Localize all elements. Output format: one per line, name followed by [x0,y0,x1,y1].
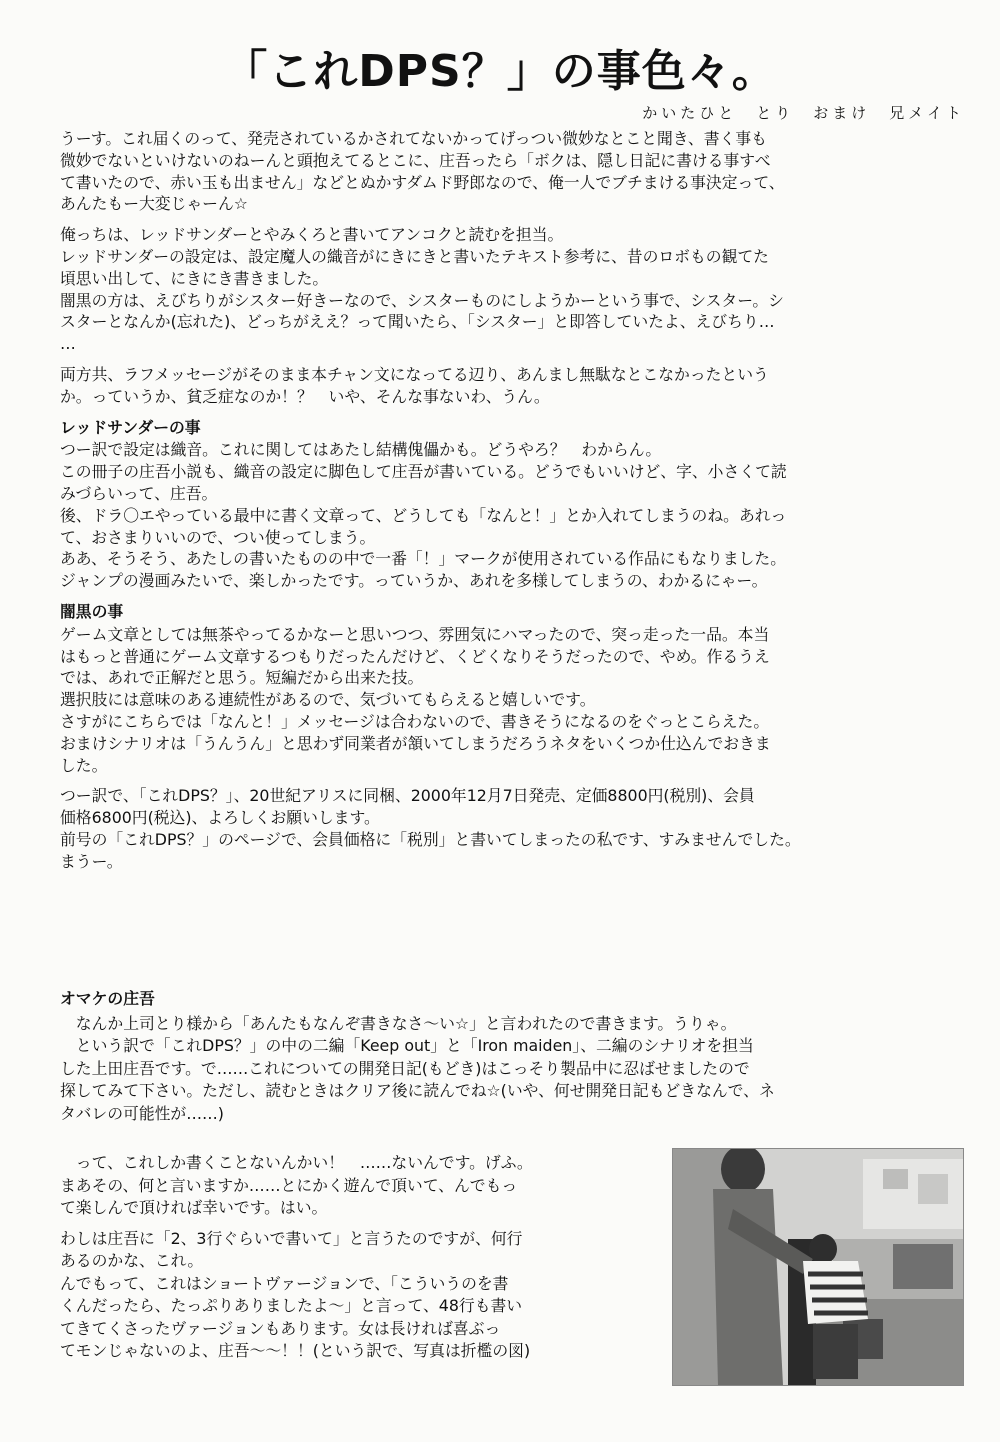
text-line: わしは庄吾に「2、3行ぐらいで書いて」と言うたのですが、何行 [60,1228,523,1248]
text-line: うーす。これ届くのって、発売されているかされてないかってげっつい微妙なとこと聞き、書く事も [60,129,767,148]
text-line: つー訳で設定は織音。これに関してはあたし結構傀儡かも。どうやろ？ わからん。 [60,440,662,460]
text-line: 微妙でないといけないのねーんと頭抱えてるとこに、庄吾ったら「ボクは、隠し日記に書ける事すべ [60,150,771,170]
byline: かいたひと とり おまけ 兄メイト [642,104,965,122]
text-line: くんだったら、たっぷりありましたよ～」と言って、48行も書い [60,1296,523,1315]
text-line: ああ、そうそう、あたしの書いたものの中で一番「！」マークが使用されている作品にもなりました。 [60,549,787,569]
text-line: 闇黒の方は、えびちりがシスター好きーなので、シスターものにしようかーという事で、シスター。シ [60,290,784,310]
text-line: みづらいって、庄吾。 [60,483,218,503]
closing-paragraph-1 [60,1152,660,1220]
text-line: では、あれで正解だと思う。短編だから出来た技。 [60,668,424,688]
text-line: って、これしか書くことないんかい！ ……ないんです。げふ。 [75,1153,533,1172]
text-line: おまけシナリオは「うんうん」と思わず同業者が頷いてしまうだろうネタをいくつか仕込んでおきま [60,733,771,753]
text-line: した上田庄吾です。で……これについての開発日記(もどき)はこっそり製品中に忍ばせましたので [60,1058,750,1078]
text-line: 俺っちは、レッドサンダーとやみくろと書いてアンコクと読むを担当。 [60,225,564,245]
section-heading-ankoku: 闇黒の事 [60,601,124,621]
text-line: さすがにこちらでは「なんと！」メッセージは合わないので、書きそうになるのをぐっとこらえた。 [60,711,770,731]
text-line: スターとなんか(忘れた)、どっちがええ？って聞いたら、「シスター」と即答していたよ、えびちり… [60,312,775,332]
omake-text [60,1013,965,1126]
paragraph-release-info [60,785,965,872]
text-line: てモンじゃないのよ、庄吾～～！！(という訳で、写真は折檻の図) [60,1341,531,1360]
text-line: てきてくさったヴァージョンもあります。女は長ければ喜ぶっ [60,1318,501,1338]
text-line: ゲーム文章としては無茶やってるかなーと思いつつ、雰囲気にハマったので、突っ走った一品。本当 [60,624,770,644]
text-line: という訳で「これDPS？」の中の二編「Keep out」と「Iron maiden」、二編のシナリオを担当 [75,1036,754,1055]
text-line: この冊子の庄吾小説も、織音の設定に脚色して庄吾が書いている。どうでもいいけど、字、小さくて読 [60,462,787,482]
page-title: 「これDPS？」の事色々。 [223,46,777,97]
text-line: あるのかな、これ。 [60,1251,204,1270]
omake-section [60,988,965,1125]
text-line: んでもって、これはショートヴァージョンで、「こういうのを書 [60,1273,509,1293]
text-line: つー訳で、「これDPS？」、20世紀アリスに同梱、2000年12月7日発売、定価8800円(税別)、会員 [60,786,755,806]
section-heading-omake: オマケの庄吾 [60,989,155,1008]
office-photo [672,1148,964,1386]
text-line: まうー。 [60,851,123,871]
paragraph-intro [60,128,965,215]
closing-paragraph-2 [60,1228,660,1363]
text-line: あんたもー大変じゃーん☆ [60,194,248,214]
text-line: 前号の「これDPS？」のページで、会員価格に「税別」と書いてしまったの私です、すみませんでした。 [60,829,801,849]
text-line: 価格6800円(税込)、よろしくお願いします。 [60,808,380,828]
text-line: 頃思い出して、にきにき書きました。 [60,268,329,288]
closing-section [60,1152,660,1371]
text-line: 探してみて下さい。ただし、読むときはクリア後に読んでね☆(いや、何せ開発日記もどきなんで、ネ [60,1081,775,1100]
text-line: なんか上司とり様から「あんたもなんぞ書きなさ～い☆」と言われたので書きます。うりゃ。 [75,1013,737,1033]
text-line: レッドサンダーの設定は、設定魔人の織音がにきにきと書いたテキスト参考に、昔のロボもの観てた [60,246,769,266]
text-line: か。っていうか、貧乏症なのか！？ いや、そんな事ないわ、うん。 [60,386,550,406]
text-line: て書いたので、赤い玉も出ません」などとぬかすダムド野郎なので、俺一人でブチまける事決定って、 [60,172,785,192]
paragraph-both [60,364,965,408]
photo-illustration [673,1149,963,1385]
section-ankoku-text [60,624,965,777]
text-line: した。 [60,755,108,775]
section-red-thunder-text [60,439,965,592]
text-line: て楽しんで頂ければ幸いです。はい。 [60,1198,328,1217]
text-line: 選択肢には意味のある連続性があるので、気づいてもらえると嬉しいです。 [60,690,596,710]
text-line: て、おさまりいいので、つい使ってしまう。 [60,527,376,547]
section-heading-red-thunder: レッドサンダーの事 [60,417,201,437]
text-line: … [60,334,76,354]
text-line: はもっと普通にゲーム文章するつもりだったんだけど、くどくなりそうだったので、やめ。作るうえ [60,646,770,666]
paragraph-assignment [60,224,965,355]
article-body [60,128,965,882]
text-line: ジャンプの漫画みたいで、楽しかったです。っていうか、あれを多様してしまうの、わかるにゃー。 [60,571,768,591]
text-line: まあその、何と言いますか……とにかく遊んで頂いて、んでもっ [60,1175,518,1195]
text-line: 両方共、ラフメッセージがそのまま本チャン文になってる辺り、あんまし無駄なとこなかったという [60,364,769,384]
text-line: 後、ドラ〇エやっている最中に書く文章って、どうしても「なんと！」とか入れてしまうのね。あれっ [60,505,787,525]
text-line: タバレの可能性が……) [60,1103,224,1123]
